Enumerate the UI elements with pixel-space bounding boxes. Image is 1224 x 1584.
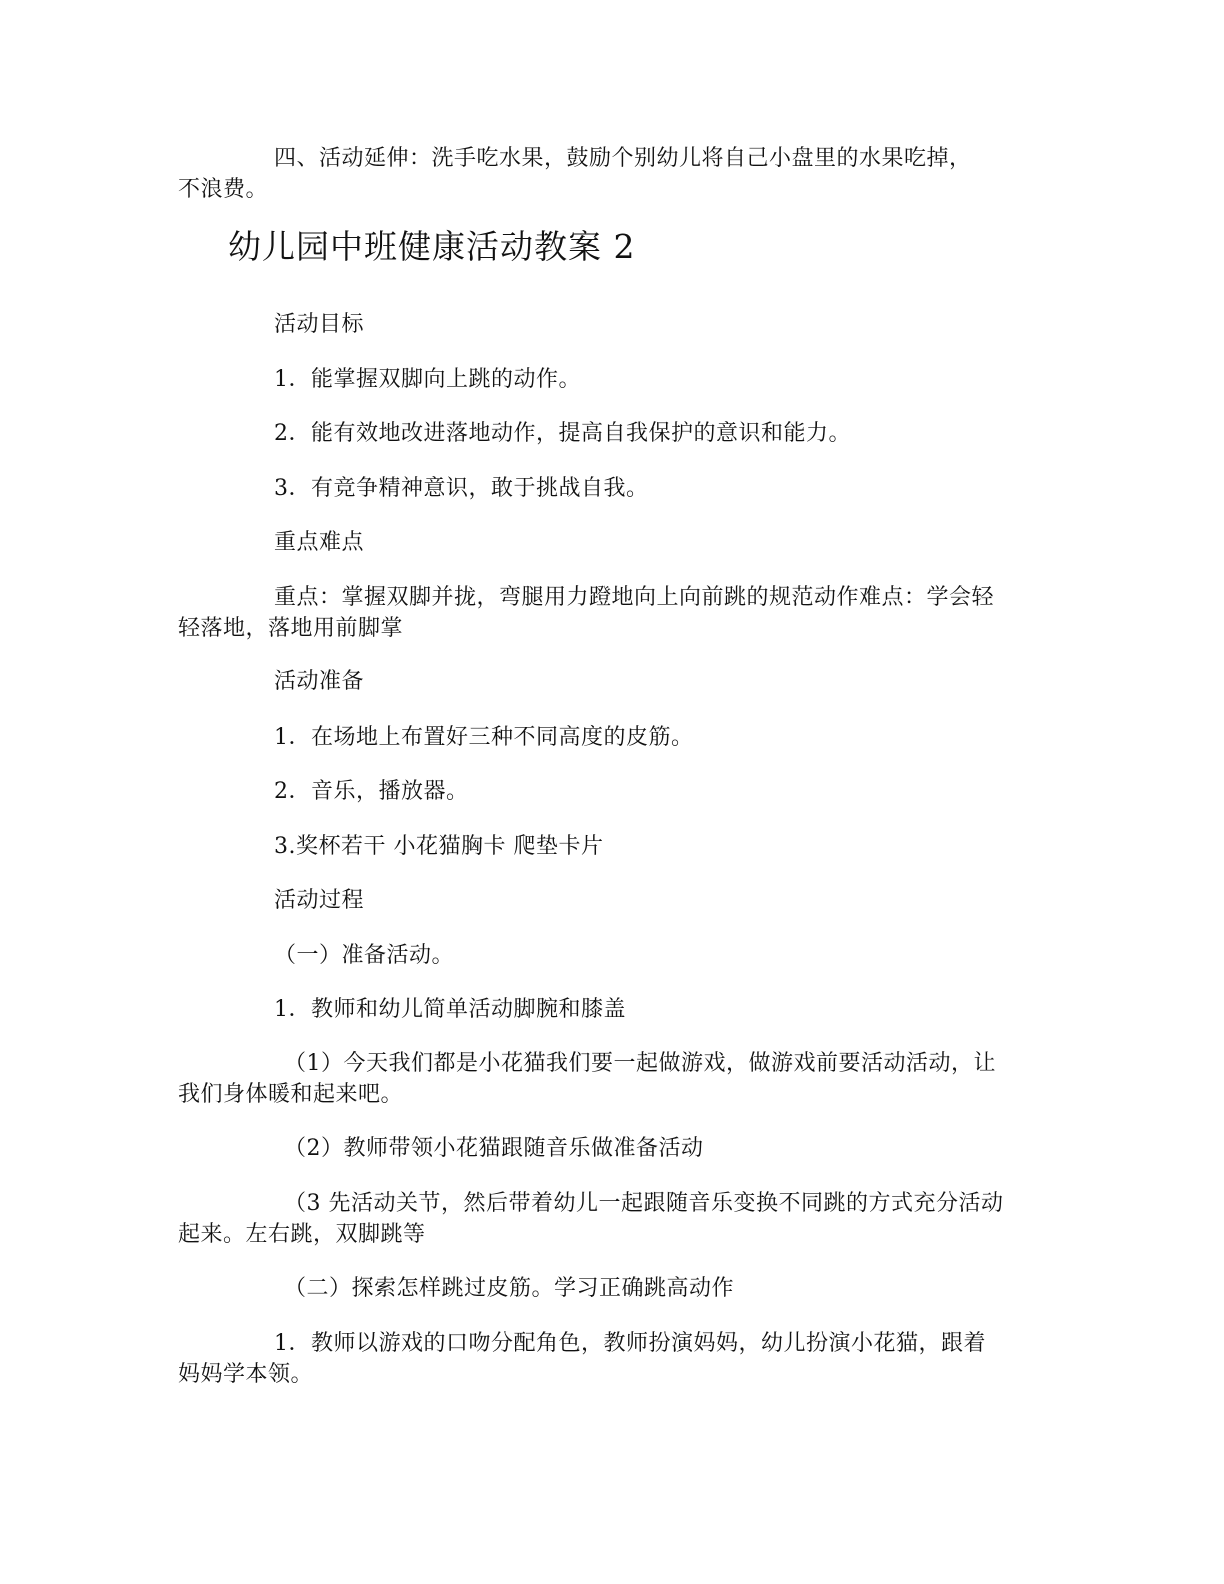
process-part-1-title: （一）准备活动。 (274, 943, 455, 968)
process-heading: 活动过程 (274, 888, 365, 913)
goal-item-2: 2．能有效地改进落地动作，提高自我保护的意识和能力。 (274, 421, 851, 446)
key-points-line-2: 轻落地，落地用前脚掌 (178, 616, 404, 641)
preparation-item-1: 1．在场地上布置好三种不同高度的皮筋。 (274, 725, 694, 750)
process-part-2-step-1-line-2: 妈妈学本领。 (178, 1362, 314, 1387)
process-sub-1-line-2: 我们身体暖和起来吧。 (178, 1082, 404, 1107)
goal-item-1: 1．能掌握双脚向上跳的动作。 (274, 367, 581, 392)
preparation-item-2: 2．音乐，播放器。 (274, 779, 469, 804)
intro-paragraph-line-2: 不浪费。 (178, 177, 269, 202)
process-sub-3-line-1: （3 先活动关节，然后带着幼儿一起跟随音乐变换不同跳的方式充分活动 (284, 1191, 1004, 1216)
process-sub-2: （2）教师带领小花猫跟随音乐做准备活动 (284, 1136, 704, 1161)
process-sub-3-line-2: 起来。左右跳，双脚跳等 (178, 1222, 426, 1247)
goals-heading: 活动目标 (274, 312, 365, 337)
process-part-2-title: （二）探索怎样跳过皮筋。学习正确跳高动作 (284, 1276, 735, 1301)
process-part-2-step-1-line-1: 1．教师以游戏的口吻分配角色，教师扮演妈妈，幼儿扮演小花猫，跟着 (274, 1331, 986, 1356)
document-title: 幼儿园中班健康活动教案 2 (228, 227, 636, 266)
goal-item-3: 3．有竞争精神意识，敢于挑战自我。 (274, 476, 649, 501)
key-points-line-1: 重点：掌握双脚并拢，弯腿用力蹬地向上向前跳的规范动作难点：学会轻 (274, 585, 995, 610)
preparation-heading: 活动准备 (274, 669, 365, 694)
process-sub-1-line-1: （1）今天我们都是小花猫我们要一起做游戏，做游戏前要活动活动，让 (284, 1051, 996, 1076)
process-step-1: 1．教师和幼儿简单活动脚腕和膝盖 (274, 997, 626, 1022)
preparation-item-3: 3.奖杯若干 小花猫胸卡 爬垫卡片 (274, 834, 604, 859)
key-points-heading: 重点难点 (274, 530, 365, 555)
intro-paragraph-line-1: 四、活动延伸：洗手吃水果，鼓励个别幼儿将自己小盘里的水果吃掉， (274, 146, 972, 171)
